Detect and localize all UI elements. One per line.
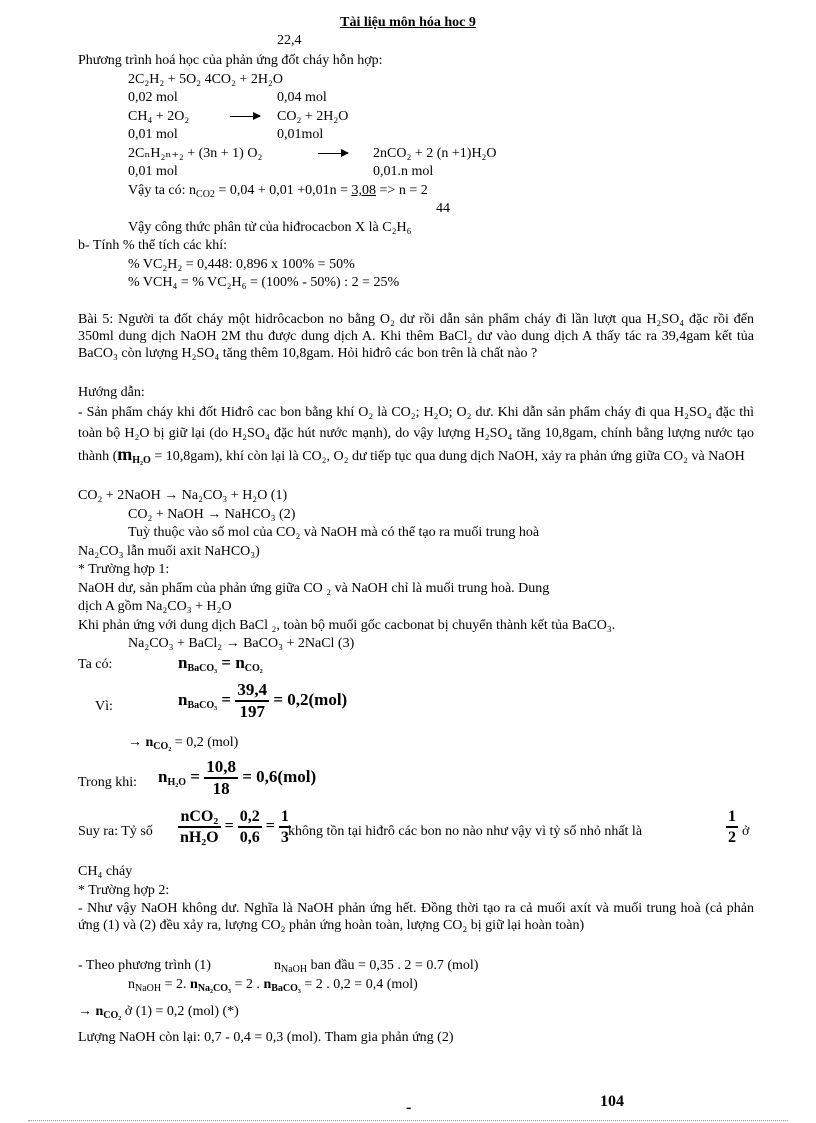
case-paragraph: - Như vậy NaOH không dư. Nghĩa là NaOH phản ứng hết. Đồng thời tạo ra cả muối axít và muối trung hoà (cả phản ứng (1) và (2) đều xảy ra, lượng CO₂ phản ứng hoàn toàn, lượng CO₂ bị giữ lại hoàn toàn) <box>78 901 754 933</box>
text-line: NaOH dư, sản phẩm của phản ứng giữa CO ₂ và NaOH chỉ là muối trung hoà. Dung <box>78 581 550 596</box>
formula: $n_{BaCO_3} = n_{CO_2}$ <box>178 653 263 674</box>
footer-divider <box>28 1120 788 1121</box>
arrow-icon <box>230 108 260 125</box>
page-header: Tài liệu môn hóa hoc 9 <box>340 15 476 30</box>
equation-line: 2CₙH₂ₙ₊₂ + (3n + 1) O₂ <box>128 146 263 161</box>
text-line: 0,04 mol <box>277 90 327 105</box>
formula: $\frac{\text{nCO₂}}{\text{nH₂O}}$ = $\frac{0,2}{0,6}$ = $\frac{1}{3}$ <box>180 808 289 846</box>
equation-line: 2C₂H₂ + 5O₂ 4CO₂ + 2H₂O <box>128 72 283 87</box>
text-line: % VC₂H₂ = 0,448: 0,896 x 100% = 50% <box>128 257 355 272</box>
text-line: 0,01mol <box>277 127 324 142</box>
text-line: 0,02 mol <box>128 90 178 105</box>
text-line: * Trường hợp 2: <box>78 883 170 898</box>
text-line: Phương trình hoá học của phản ứng đốt cháy hỗn hợp: <box>78 53 383 68</box>
text-line: CH₄ cháy <box>78 864 133 879</box>
text-line: Khi phản ứng với dung dịch BaCl ₂, toàn bộ muối gốc cacbonat bị chuyển thành kết tủa BaCO₃. <box>78 618 616 633</box>
text-line: ở <box>742 824 750 839</box>
exercise-paragraph: Bài 5: Người ta đốt cháy một hidrôcacbon no bằng O₂ dư rồi dẫn sản phẩm cháy đi lần lượt qua H₂SO₄ đặc rồi đến 350ml dung dịch NaOH 2M thu được dung dịch A. Khi thêm BaCl₂ dư vào dung dịch A thấy tác ra 39,4gam kết tủa BaCO₃ còn lượng H₂SO₄ tăng thêm 10,8gam. Hỏi hiđrô các bon trên là chất nào ? <box>78 312 754 361</box>
text-line: Na₂CO₃ lẫn muối axit NaHCO₃) <box>78 544 260 559</box>
text-line: → $n_{CO_2} = 0,2$ (mol) <box>128 735 239 752</box>
text-line: - Theo phương trình (1) <box>78 958 211 973</box>
formula: $\frac{1}{2}$ <box>728 808 736 846</box>
text-line: Ta có: <box>78 657 113 672</box>
text-line: Suy ra: Tỷ số <box>78 824 153 839</box>
guide-paragraph: - Sản phẩm cháy khi đốt Hiđrô cac bon bằng khí O₂ là CO₂; H₂O; O₂ dư. Khi dẫn sản phẩm cháy đi qua H₂SO₄ đặc thì toàn bộ H₂O bị giữ lại (do H₂SO₄ đặc hút nước mạnh), do vậy lượng H₂SO₄ tăng 10,8gam, chính bằng lượng nước tạo thành $(m_{H_2O} = 10,8gam)$, khí còn lại là CO₂, O₂ dư tiếp tục qua dung dịch NaOH, xảy ra phản ứng giữa CO₂ và NaOH <box>78 405 754 466</box>
formula: $n_{H_2O}$ = $\frac{10,8}{18}$ = 0,6(mol) <box>158 757 317 798</box>
text-line: Vậy công thức phân tử của hiđrocacbon X là C₂H₆ <box>128 220 412 235</box>
text-line: Hướng dẫn: <box>78 385 145 400</box>
text-line: Lượng NaOH còn lại: 0,7 - 0,4 = 0,3 (mol). Tham gia phản ứng (2) <box>78 1030 454 1045</box>
text-line: * Trường hợp 1: <box>78 562 170 577</box>
text-line: 0,01 mol <box>128 164 178 179</box>
text-line: Vì: <box>95 699 113 714</box>
text-line: 0,01.n mol <box>373 164 434 179</box>
text-line: b- Tính % thể tích các khí: <box>78 238 228 253</box>
text-line: $n_{NaOH}$ ban đầu = 0,35 . 2 = 0.7 (mol) <box>274 958 479 975</box>
page-number: 104 <box>600 1093 624 1110</box>
arrow-icon <box>318 145 348 162</box>
text-line: 0,01 mol <box>128 127 178 142</box>
text-line: → $n_{CO_2}$ ở (1) = 0,2 (mol) (*) <box>78 1004 239 1021</box>
formula: $n_{BaCO_3}$ = $\frac{39,4}{197}$ = 0,2(mol) <box>178 680 348 721</box>
text-line: dịch A gồm Na₂CO₃ + H₂O <box>78 599 232 614</box>
text-line: 44 <box>436 201 450 216</box>
footer-dash: - <box>406 1099 412 1116</box>
text-line: Trong khi: <box>78 775 138 790</box>
equation-line: CO₂ + 2NaOH → Na₂CO₃ + H₂O (1) <box>78 488 288 503</box>
equation-line: 2nCO₂ + 2 (n +1)H₂O <box>373 146 497 161</box>
text-line: $n_{NaOH} = 2$. $n_{Na_2CO_3} = 2$ . $n_{BaCO_3} = 2$ . 0,2 = 0,4 (mol) <box>128 977 418 994</box>
equation-line: Na₂CO₃ + BaCl₂ → BaCO₃ + 2NaCl (3) <box>128 636 355 651</box>
text-line: không tồn tại hiđrô các bon no nào như vậy vì tỷ số nhỏ nhất là <box>288 824 643 839</box>
equation-line: CH₄ + 2O₂ <box>128 109 190 124</box>
text-line: Vậy ta có: $n_{CO2} = 0,04 + 0,01 +0,01n = 3,08 => n = 2$ <box>128 183 428 200</box>
text-line: % VCH₄ = % VC₂H₆ = (100% - 50%) : 2 = 25% <box>128 275 400 290</box>
text-line: 22,4 <box>277 33 302 48</box>
text-line: Tuỳ thuộc vào số mol của CO₂ và NaOH mà có thể tạo ra muối trung hoà <box>128 525 540 540</box>
equation-line: CO₂ + NaOH → NaHCO₃ (2) <box>128 507 296 522</box>
equation-line: CO₂ + 2H₂O <box>277 109 349 124</box>
